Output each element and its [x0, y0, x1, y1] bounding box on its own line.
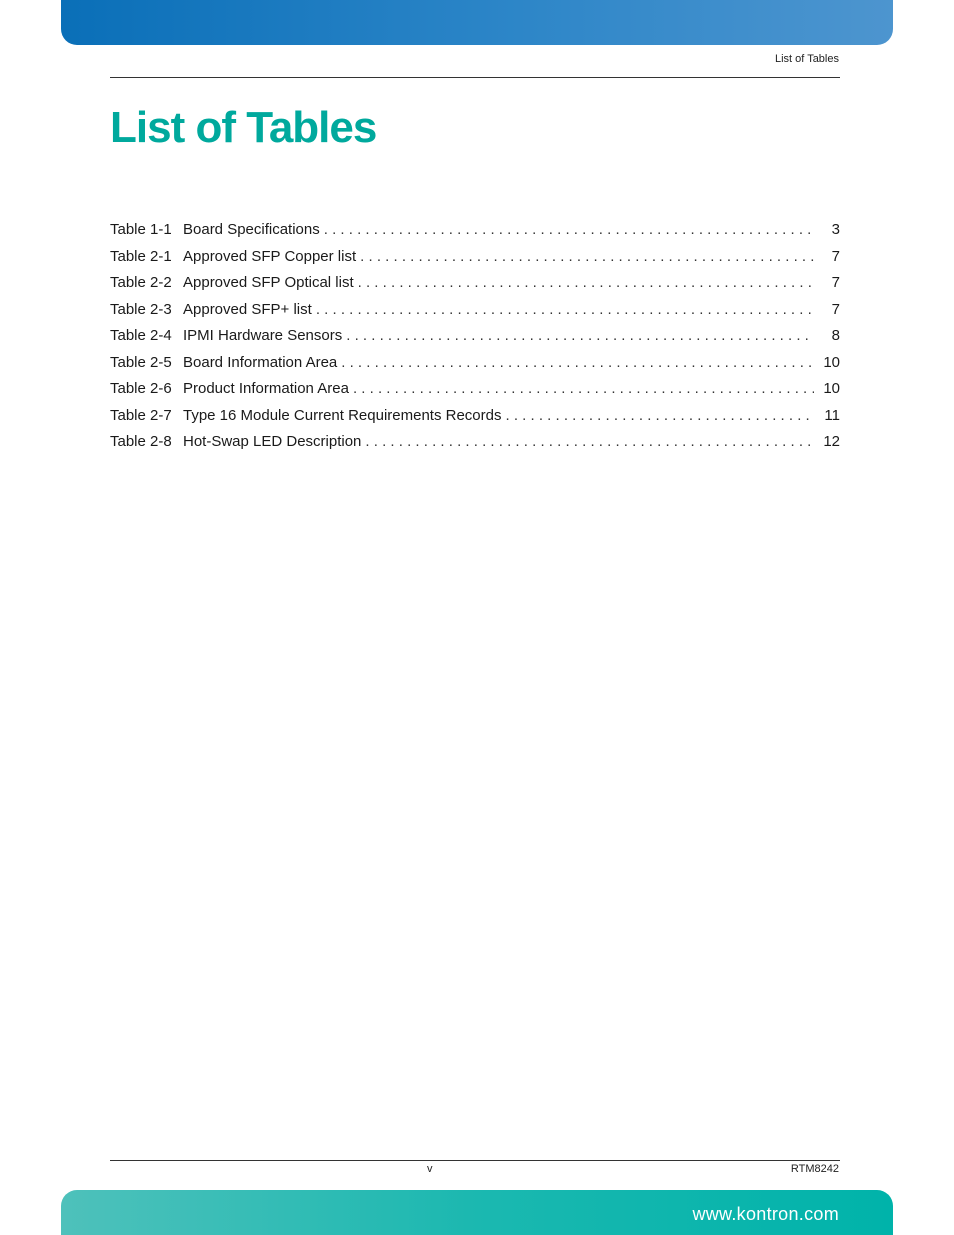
toc-entry[interactable]: [110, 403, 840, 430]
toc-entry-title: Board Specifications: [183, 221, 320, 238]
toc-entry-number: Table 2-7: [110, 406, 172, 424]
toc-entry-page: 10: [823, 380, 840, 397]
toc-entry-number: Table 2-4: [110, 327, 172, 344]
website-link[interactable]: www.kontron.com: [692, 1204, 839, 1224]
dot-leader: [353, 376, 814, 403]
toc-entry-page: 7: [831, 274, 840, 291]
toc-entry[interactable]: [110, 217, 840, 244]
toc-entry-page: 3: [831, 221, 840, 238]
toc-entry-number: Table 2-5: [110, 353, 172, 371]
page-title: List of Tables: [110, 103, 377, 152]
dot-leader: [360, 244, 814, 271]
toc-entry-page: 8: [831, 327, 840, 344]
toc-entry-title: Approved SFP Copper list: [183, 247, 357, 265]
toc-entry[interactable]: [110, 429, 840, 456]
top-banner: [61, 0, 893, 45]
toc-entry-page: 7: [831, 300, 840, 318]
toc-entry-page: 12: [823, 433, 840, 450]
dot-leader: [346, 323, 814, 350]
footer-document-name: RTM8242: [790, 1163, 839, 1175]
toc-entry-page: 7: [831, 247, 840, 265]
bottom-banner: [61, 1190, 893, 1235]
toc-entry-title: Product Information Area: [183, 380, 349, 397]
toc-entry[interactable]: [110, 244, 840, 271]
dot-leader: [365, 429, 814, 456]
toc-entry-page: 10: [823, 353, 840, 371]
toc-entry[interactable]: [110, 376, 840, 403]
toc-entry-title: Board Information Area: [183, 353, 338, 371]
toc-entry[interactable]: [110, 270, 840, 297]
toc-entry-number: Table 1-1: [110, 221, 172, 238]
toc-entry-title: Hot-Swap LED Description: [183, 433, 362, 450]
dot-leader: [324, 217, 814, 244]
running-head: List of Tables: [774, 53, 839, 65]
dot-leader: [316, 297, 814, 324]
toc-entry-title: Approved SFP+ list: [183, 300, 312, 318]
toc-entry-number: Table 2-2: [110, 274, 172, 291]
toc-entry-number: Table 2-1: [110, 247, 172, 265]
toc-entry-title: Approved SFP Optical list: [183, 274, 354, 291]
table-of-contents: [110, 217, 840, 456]
toc-entry-number: Table 2-6: [110, 380, 172, 397]
toc-entry-page: 11: [824, 406, 840, 424]
toc-entry-number: Table 2-3: [110, 300, 172, 318]
dot-leader: [358, 270, 814, 297]
toc-entry[interactable]: [110, 297, 840, 324]
toc-entry[interactable]: [110, 323, 840, 350]
header-rule: [110, 77, 840, 78]
toc-entry-number: Table 2-8: [110, 433, 172, 450]
toc-entry-title: Type 16 Module Current Requirements Records: [183, 406, 502, 424]
dot-leader: [506, 403, 815, 430]
dot-leader: [341, 350, 814, 377]
toc-entry-title: IPMI Hardware Sensors: [183, 327, 343, 344]
footer-page-number: v: [427, 1163, 433, 1175]
toc-entry[interactable]: [110, 350, 840, 377]
footer-rule: [110, 1160, 840, 1161]
